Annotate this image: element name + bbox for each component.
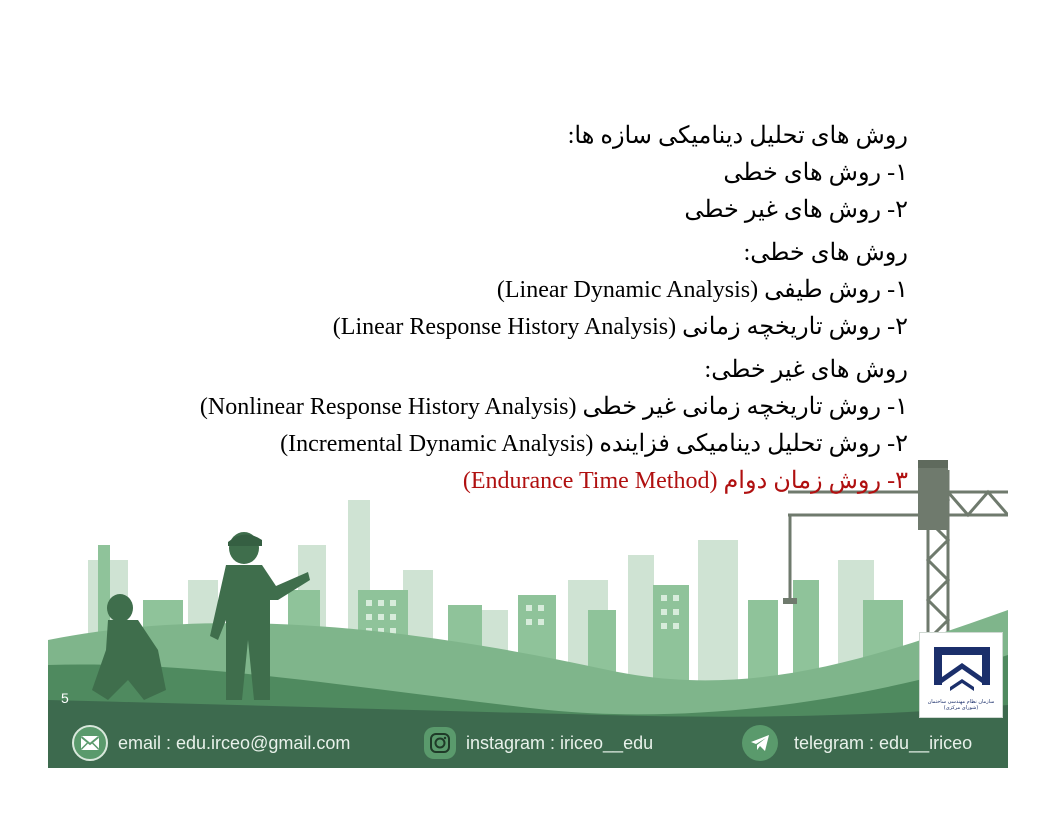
- contact-footer: [48, 718, 1008, 768]
- logo-mark-icon: [920, 633, 1004, 699]
- list-item: ۲- روش های غیر خطی: [684, 197, 908, 223]
- heading-nonlinear-methods: روش های غیر خطی:: [704, 357, 908, 383]
- email-contact[interactable]: [72, 718, 350, 768]
- instagram-icon: [424, 727, 456, 759]
- heading-linear-methods: روش های خطی:: [743, 240, 908, 266]
- page-number: 5: [61, 690, 69, 706]
- list-item-highlighted: ۳- روش زمان دوام (Endurance Time Method): [462, 468, 908, 494]
- slide-body: [48, 118, 908, 500]
- heading-dynamic-methods: روش های تحلیل دینامیکی سازه ها:: [567, 123, 908, 149]
- email-label: email : edu.irceo@gmail.com: [118, 732, 351, 753]
- telegram-contact[interactable]: [742, 718, 972, 768]
- logo-caption-line1: سازمان نظام مهندسی ساختمان: [927, 699, 995, 705]
- telegram-icon: [742, 725, 778, 761]
- logo-caption: [920, 699, 1002, 711]
- organization-logo: [919, 632, 1003, 718]
- list-item: ۱- روش طیفی (Linear Dynamic Analysis): [496, 277, 908, 303]
- slide: [48, 0, 1008, 768]
- logo-caption-line2: (شورای مرکزی): [943, 705, 979, 711]
- telegram-label: telegram : edu__iriceo: [794, 732, 973, 753]
- list-item: ۱- روش های خطی: [723, 160, 908, 186]
- instagram-contact[interactable]: [424, 718, 653, 768]
- email-icon: [72, 725, 108, 761]
- list-item: ۲- روش تاریخچه زمانی (Linear Response History Analysis): [332, 314, 908, 340]
- instagram-label: instagram : iriceo__edu: [466, 732, 654, 753]
- list-item: ۲- روش تحلیل دینامیکی فزاینده (Incremental Dynamic Analysis): [280, 431, 908, 457]
- list-item: ۱- روش تاریخچه زمانی غیر خطی (Nonlinear Response History Analysis): [199, 394, 908, 420]
